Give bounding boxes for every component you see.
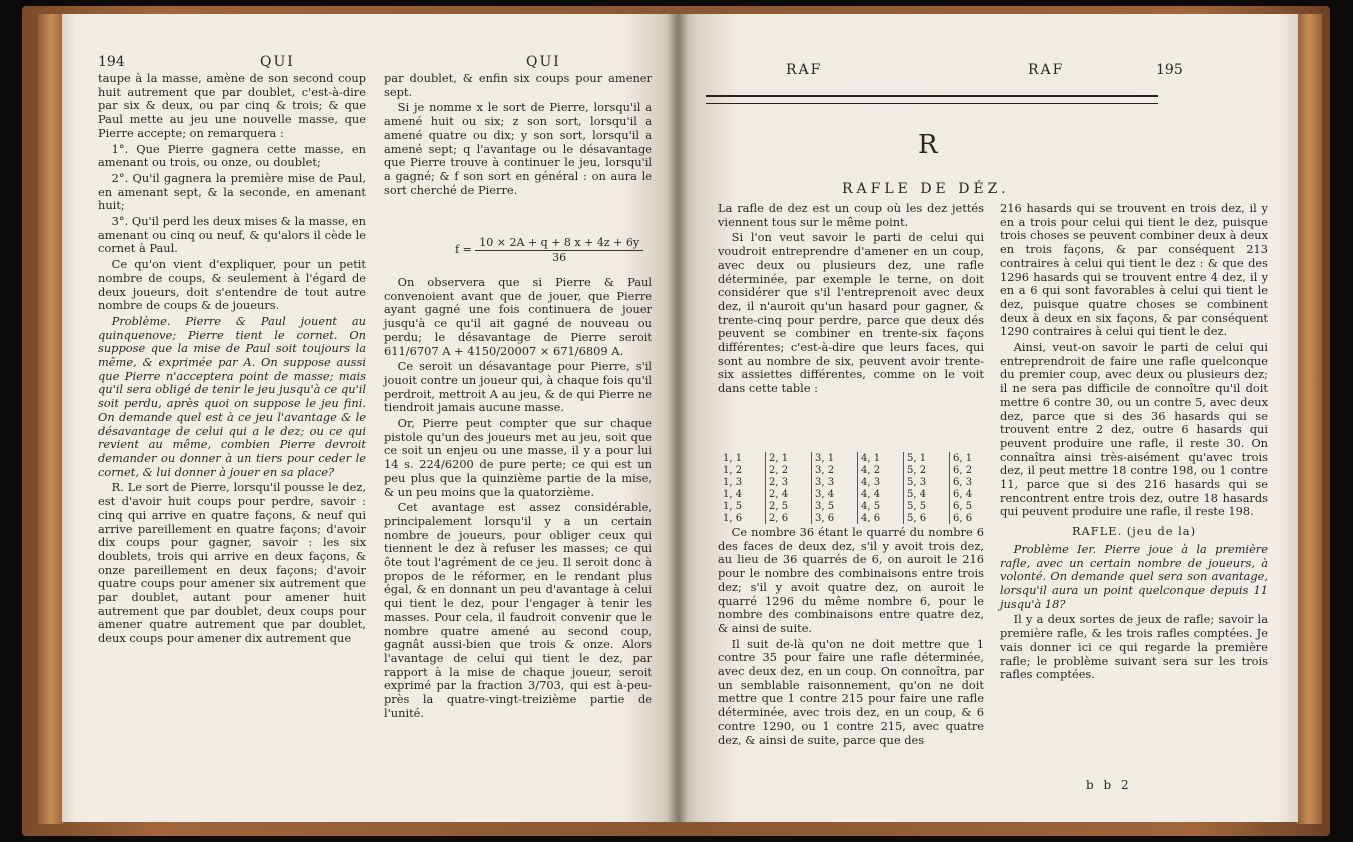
table-row: [720, 488, 995, 500]
table-cell: 3, 4: [812, 488, 858, 500]
table-cell: 6, 1: [950, 452, 996, 464]
cover-edge-right: [1296, 14, 1322, 824]
paragraph: 3°. Qu'il perd les deux mises & la masse, en amenant ou cinq ou neuf, & qu'alors il cède le cornet à Paul.: [98, 214, 366, 256]
formula-numerator: 10 × 2A + q + 8 x + 4z + 6y: [475, 236, 643, 251]
table-cell: 1, 4: [723, 488, 743, 500]
table-cell: 4, 2: [858, 464, 904, 476]
left-page: [62, 14, 678, 822]
running-head-right-1: RAF: [786, 62, 823, 78]
running-head-left-2: QUI: [526, 54, 561, 70]
paragraph: 2°. Qu'il gagnera la première mise de Paul, en amenant sept, & la seconde, en amenant huit;: [98, 170, 366, 213]
right-column-1-bottom: [718, 526, 984, 749]
paragraph: On observera que si Pierre & Paul convenoient avant que de jouer, que Pierre ayant gagné une fois continuera de jouer jusqu'à ce qu'il ait gagné de nouveau ou perdu; le désavantage de Pierre seroit 611/6707 A + 4150/20007 × 671/6809 A.: [384, 275, 652, 358]
paragraph: R. Le sort de Pierre, lorsqu'il pousse le dez, est d'avoir huit coups pour perdre, savoir : cinq qui arrive en quatre façons, & neuf qui arrive pareillement en quatre façons; d'avoir dix coups pour gagner, savoir : les six doublets, trois qui arrive en deux façons, & onze pareillement en deux façons; d'avoir quatre coups pour amener six autrement que par doublet, autant pour amener huit autrement que par doublet, deux coups pour amener quatre autrement que par doublet, deux coups pour amener dix autrement que: [98, 480, 366, 646]
table-cell: 3, 2: [812, 464, 858, 476]
cover-edge-left: [38, 14, 64, 824]
paragraph: Ce seroit un désavantage pour Pierre, s'il jouoit contre un joueur qui, à chaque fois qu'il perdroit, mettroit A au jeu, & de qui Pierre ne tiendroit jamais aucune masse.: [384, 359, 652, 415]
paragraph: La rafle de dez est un coup où les dez jettés viennent tous sur le même point.: [718, 201, 984, 229]
table-cell: 3, 5: [812, 500, 858, 512]
table-cell: 4, 5: [858, 500, 904, 512]
table-cell: 5, 6: [904, 512, 950, 524]
section-rule: [706, 95, 1158, 104]
table-cell: 5, 5: [904, 500, 950, 512]
table-cell: 2, 1: [766, 452, 812, 464]
table-cell: 2, 4: [766, 488, 812, 500]
table-cell: 1, 1: [723, 452, 743, 464]
paragraph: Or, Pierre peut compter que sur chaque pistole qu'un des joueurs met au jeu, soit que ce soit un enjeu ou une masse, il y a pour lui 14 s. 224/6200 de pure perte; ce qui est un peu plus que la quinzième partie de la mise, & un peu moins que la quatorzième.: [384, 416, 652, 499]
table-row: [720, 452, 995, 464]
paragraph: Si l'on veut savoir le parti de celui qui voudroit entreprendre d'amener en un coup, avec deux ou plusieurs dez, une rafle déterminée, par exemple le terne, on doit considérer que s'il l'entreprenoit avec deux dez, il n'auroit qu'un hasard pour gagner, & trente-cinq pour perdre, parce que deux dés peuvent se combiner en trente-six façons différentes; c'est-à-dire que leurs faces, qui sont au nombre de six, peuvent avoir trente-six assiettes différentes, comme on le voit dans cette table :: [718, 230, 984, 396]
table-cell: 4, 3: [858, 476, 904, 488]
paragraph: 1°. Que Pierre gagnera cette masse, en amenant ou trois, ou onze, ou doublet;: [98, 141, 366, 170]
dice-combination-table: [720, 452, 995, 524]
signature-mark: b b 2: [1086, 778, 1132, 792]
table-cell: 5, 4: [904, 488, 950, 500]
problem-statement: Problème. Pierre & Paul jouent au quinquenove; Pierre tient le cornet. On suppose que la mise de Paul soit toujours la même, & exprimée par A. On suppose aussi que Pierre n'acceptera point de masse; mais qu'il sera obligé de tenir le jeu jusqu'à ce qu'il soit perdu, après quoi on suppose le jeu fini. On demande quel est à ce jeu l'avantage & le désavantage de celui qui a le dez; ou ce qui revient au même, combien Pierre devroit demander ou donner à un tiers pour ceder le cornet, & lui donner à jouer en sa place?: [98, 313, 366, 479]
table-row: [720, 512, 995, 524]
page-number-right: 195: [1156, 62, 1183, 78]
table-cell: 2, 2: [766, 464, 812, 476]
paragraph: taupe à la masse, amène de son second coup huit autrement que par doublet, c'est-à-dire par six & deux, ou par cinq & trois; & que Paul mette au jeu une nouvelle masse, que Pierre accepte; on remarquera :: [98, 71, 366, 140]
paragraph: Il y a deux sortes de jeux de rafle; savoir la première rafle, & les trois rafles comptées. Je vais donner ici ce qui regarde la première rafle; le problème suivant sera sur les trois rafles comptées.: [1000, 612, 1268, 682]
running-head-right-2: RAF: [1028, 62, 1065, 78]
book-gutter: [668, 14, 688, 822]
table-cell: 4, 4: [858, 488, 904, 500]
formula: [455, 236, 643, 264]
table-cell: 1, 2: [723, 464, 743, 476]
article-title: RAFLE DE DÉZ.: [842, 181, 1010, 197]
table-cell: 3, 6: [812, 512, 858, 524]
table-cell: 5, 1: [904, 452, 950, 464]
paragraph: Il suit de-là qu'on ne doit mettre que 1 contre 35 pour faire une rafle déterminée, avec deux dez, en un coup. On connoîtra, par un semblable raisonnement, qu'on ne doit mettre que 1 contre 215 pour faire une rafle déterminée, avec trois dez, en un coup, & 6 contre 1290, ou 1 contre 215, avec quatre dez, & ainsi de suite, parce que des: [718, 636, 984, 747]
paragraph: Ce qu'on vient d'expliquer, pour un petit nombre de coups, & seulement à l'égard de deux joueurs, doit s'entendre de tout autre nombre de coups & de joueurs.: [98, 257, 366, 313]
table-cell: 3, 3: [812, 476, 858, 488]
table-cell: 6, 6: [950, 512, 996, 524]
formula-lhs: f =: [455, 243, 472, 256]
subheading: RAFLE. (jeu de la): [1071, 524, 1197, 539]
table-row: [720, 500, 995, 512]
left-column-2-top: [384, 72, 652, 199]
table-cell: 1, 3: [723, 476, 743, 488]
formula-denominator: 36: [552, 251, 567, 264]
paragraph: Cet avantage est assez considérable, principalement lorsqu'il y a un certain nombre de joueurs, pour obliger ceux qui tiennent le dez à refuser les masses; ce qui ôte tout l'agrément de ce jeu. Il seroit donc à propos de le réformer, en le rendant plus égal, & en donnant un peu d'avantage à celui qui tient le dez, pour l'engager à tenir les masses. Pour cela, il faudroit convenir que le nombre quatre amené au second coup, gagnât aussi-bien que trois & onze. Alors l'avantage de celui qui tient le dez, par rapport à la mise de chaque joueur, seroit exprimé par la fraction 3/703, qui est à-peu-près la quatre-vingt-treizième partie de l'unité.: [384, 500, 652, 720]
paragraph: 216 hasards qui se trouvent en trois dez, il y en a trois pour celui qui tient le dez, puisque trois choses se peuvent combiner deux à deux en trois façons, & par conséquent 213 contraires à celui qui tient le dez : & que des 1296 hasards qui se trouvent entre 4 dez, il y en a 6 qui sont favorables à celui qui tient le dez, puisque quatre choses se combinent deux à deux en six façons, & par conséquent 1290 contraires à celui qui tient le dez.: [1000, 201, 1268, 339]
section-letter: R: [918, 130, 938, 160]
table-cell: 6, 2: [950, 464, 996, 476]
table-cell: 4, 6: [858, 512, 904, 524]
table-cell: 4, 1: [858, 452, 904, 464]
table-row: [720, 464, 995, 476]
table-cell: 2, 5: [766, 500, 812, 512]
table-cell: 3, 1: [812, 452, 858, 464]
table-cell: 5, 2: [904, 464, 950, 476]
right-column-1-top: [718, 202, 984, 398]
table-cell: 2, 3: [766, 476, 812, 488]
table-cell: 6, 3: [950, 476, 996, 488]
page-number-left: 194: [98, 54, 125, 70]
left-column-1: [98, 72, 366, 648]
right-column-2: [1000, 202, 1268, 684]
problem-statement: Problème Ier. Pierre joue à la première rafle, avec un certain nombre de joueurs, à volonté. On demande quel sera son avantage, lorsqu'il aura un point quelconque depuis 11 jusqu'à 18?: [1000, 541, 1268, 611]
paragraph: Si je nomme x le sort de Pierre, lorsqu'il a amené huit ou six; z son sort, lorsqu'il a amené quatre ou dix; y son sort, lorsqu'il a amené sept; q l'avantage ou le désavantage que Pierre trouve à continuer le jeu, lorsqu'il a gagné; & f son sort en général : on aura le sort cherché de Pierre.: [384, 100, 652, 197]
table-cell: 6, 4: [950, 488, 996, 500]
table-cell: 1, 5: [723, 500, 743, 512]
table-row: [720, 476, 995, 488]
table-cell: 2, 6: [766, 512, 812, 524]
right-page: [678, 14, 1298, 822]
running-head-left-1: QUI: [260, 54, 295, 70]
paragraph: par doublet, & enfin six coups pour amener sept.: [384, 71, 652, 99]
paragraph: Ainsi, veut-on savoir le parti de celui qui entreprendroit de faire une rafle quelconque du premier coup, avec deux ou plusieurs dez; il ne sera pas difficile de connoître qu'il doit mettre 6 contre 30, ou un contre 5, avec deux dez, parce que si des 36 hasards qui se trouvent entre 2 dez, outre 6 hasards qui peuvent produire une rafle, il reste 30. On connaîtra ainsi très-aisément qu'avec trois dez, il peut mettre 18 contre 198, ou 1 contre 11, parce que si des 216 hasards qui se rencontrent entre trois dez, outre 18 hasards qui peuvent produire une rafle, il reste 198.: [1000, 340, 1268, 519]
table-cell: 6, 5: [950, 500, 996, 512]
left-column-2-bottom: [384, 276, 652, 723]
formula-fraction: [475, 236, 643, 264]
table-cell: 5, 3: [904, 476, 950, 488]
paragraph: Ce nombre 36 étant le quarré du nombre 6 des faces de deux dez, s'il y avoit trois dez, au lieu de 36 quarrés de 6, on auroit le 216 pour le nombre des combinaisons entre trois dez; s'il y avoit quatre dez, on auroit le quarré 1296 du même nombre 6, pour le nombre des combinaisons entre quatre dez, & ainsi de suite.: [718, 525, 984, 635]
table-cell: 1, 6: [723, 512, 743, 524]
